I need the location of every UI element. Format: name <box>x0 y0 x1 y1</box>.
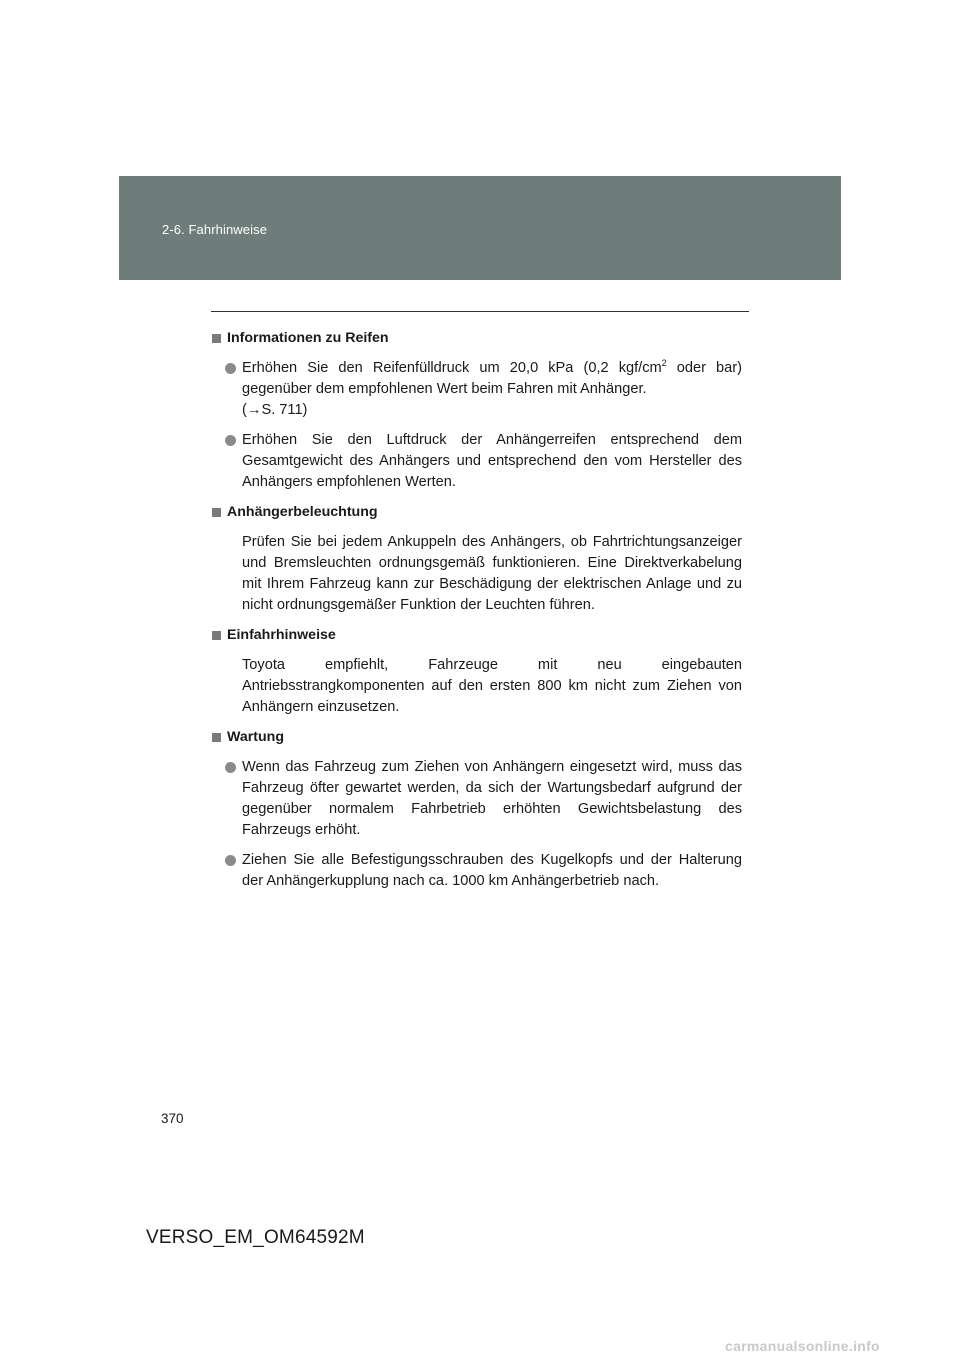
section-maintenance <box>212 727 742 892</box>
section-breakin <box>212 625 742 718</box>
section-title-text: Anhängerbeleuchtung <box>227 504 378 520</box>
round-bullet-icon <box>225 855 236 866</box>
section-title-breakin <box>212 625 742 646</box>
page-content <box>212 328 742 901</box>
chapter-title: 2-6. Fahrhinweise <box>162 222 268 237</box>
superscript: 2 <box>661 358 667 369</box>
page-reference: (→S. 711) <box>242 402 308 418</box>
item-text: Erhöhen Sie den Reifenfülldruck um 20,0 kPa (0,2 kgf/cm <box>242 360 662 376</box>
item-text: Wenn das Fahrzeug zum Ziehen von Anhängern eingesetzt wird, muss das Fahrzeug öfter gewartet werden, da sich der Wartungsbedarf aufgrund der gegenüber normalem Fahrbetrieb erhöhten Gewichtsbelastung des Fahrzeugs erhöht. <box>242 759 742 838</box>
section-title-tires <box>212 328 742 349</box>
section-paragraph: Toyota empfiehlt, Fahrzeuge mit neu eingebauten Antriebsstrangkomponenten auf den ersten 800 km nicht zum Ziehen von Anhängern einzusetzen. <box>242 657 742 715</box>
chapter-header-band <box>119 176 841 280</box>
square-bullet-icon <box>212 631 221 640</box>
watermark: carmanualsonline.info <box>725 1338 880 1354</box>
list-item <box>212 358 742 421</box>
section-tires <box>212 328 742 493</box>
section-title-maintenance <box>212 727 742 748</box>
round-bullet-icon <box>225 762 236 773</box>
list-item <box>212 757 742 841</box>
square-bullet-icon <box>212 733 221 742</box>
item-text: Ziehen Sie alle Befestigungsschrauben des Kugelkopfs und der Halterung der Anhängerkupplung nach ca. 1000 km Anhängerbetrieb nach. <box>242 852 742 889</box>
item-text-cont: oder bar) gegenüber dem empfohlenen Wert beim Fahren mit Anhänger. <box>242 360 742 397</box>
section-title-text: Einfahrhinweise <box>227 627 336 643</box>
section-title-lighting <box>212 502 742 523</box>
section-paragraph: Prüfen Sie bei jedem Ankuppeln des Anhängers, ob Fahrtrichtungsanzeiger und Bremsleuchten ordnungsgemäß funktionieren. Eine Direktverkabelung mit Ihrem Fahrzeug kann zur Beschädigung der elektrischen Anlage und zu nicht ordnungsgemäßer Funktion der Leuchten führen. <box>242 534 742 613</box>
list-item <box>212 850 742 892</box>
square-bullet-icon <box>212 508 221 517</box>
section-title-text: Informationen zu Reifen <box>227 330 389 346</box>
section-lighting <box>212 502 742 616</box>
round-bullet-icon <box>225 435 236 446</box>
square-bullet-icon <box>212 334 221 343</box>
list-item <box>212 430 742 493</box>
item-text: Erhöhen Sie den Luftdruck der Anhängerreifen entsprechend dem Gesamtgewicht des Anhängers und entsprechend den vom Hersteller des Anhängers empfohlenen Werten. <box>242 432 742 490</box>
section-title-text: Wartung <box>227 729 284 745</box>
round-bullet-icon <box>225 363 236 374</box>
document-code: VERSO_EM_OM64592M <box>146 1227 365 1248</box>
top-divider <box>211 311 749 312</box>
page-number: 370 <box>161 1111 184 1126</box>
